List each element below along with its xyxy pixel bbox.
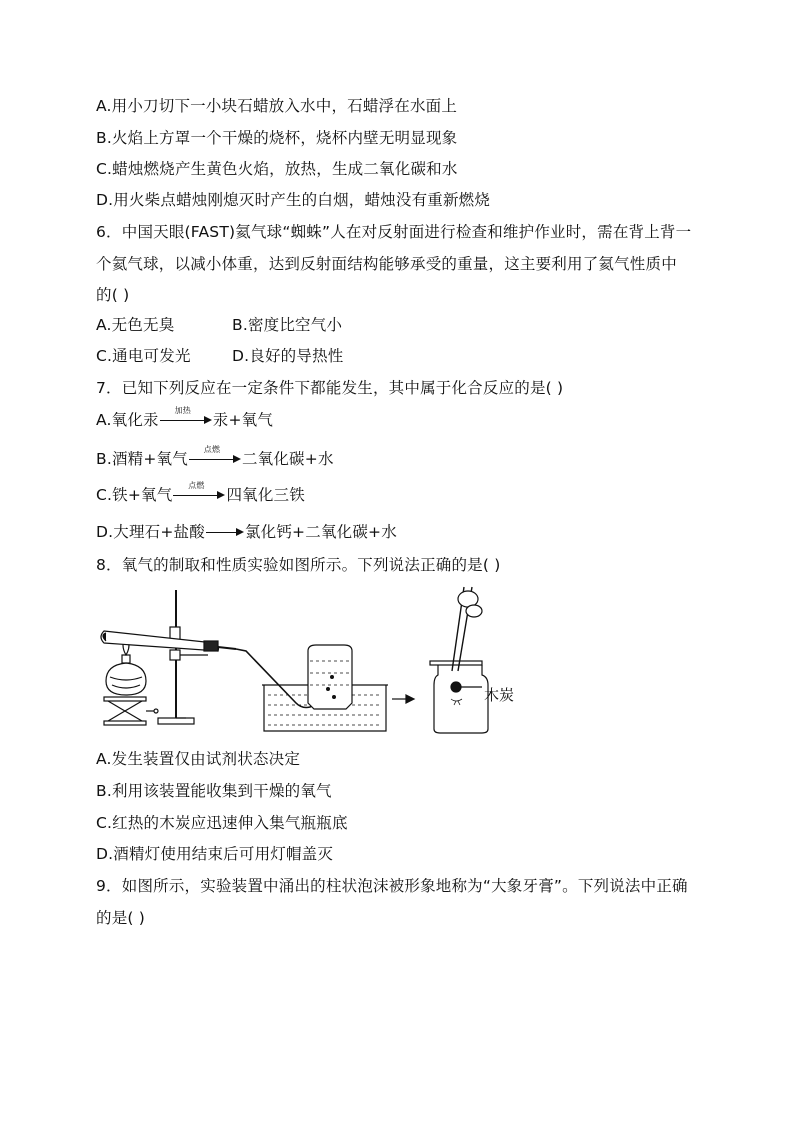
q7-a-products: 汞+氧气 (212, 411, 274, 429)
q7-stem: 7．已知下列反应在一定条件下都能发生，其中属于化合反应的是( ) (96, 379, 564, 397)
q6-stem-line1: 6．中国天眼(FAST)氦气球“蜘蛛”人在对反射面进行检查和维护作业时，需在背上背一 (96, 223, 692, 241)
q6-option-b: B.密度比空气小 (232, 316, 343, 334)
q6-stem-line2: 个氦气球，以减小体重，达到反射面结构能够承受的重量，这主要利用了氦气性质中 (96, 255, 677, 273)
charcoal-label: 木炭 (484, 686, 515, 704)
q7-c-products: 四氧化三铁 (226, 486, 305, 504)
q7-option-b (96, 445, 334, 469)
q6-stem-line3: 的( ) (96, 286, 130, 304)
crucible-tongs-icon (451, 587, 482, 692)
q9-stem-line2: 的是( ) (96, 909, 146, 927)
q7-a-reactants: A.氧化汞 (96, 411, 159, 429)
q5-option-c: C.蜡烛燃烧产生黄色火焰，放热，生成二氧化碳和水 (96, 160, 458, 178)
q7-a-condition: 加热 (174, 406, 191, 415)
q7-option-d (96, 522, 397, 542)
q5-option-a: A.用小刀切下一小块石蜡放入水中，石蜡浮在水面上 (96, 97, 458, 115)
lab-jack-icon (104, 697, 158, 725)
q7-b-condition: 点燃 (203, 445, 221, 454)
q9-stem-line1: 9．如图所示，实验装置中涌出的柱状泡沫被形象地称为“大象牙膏”。下列说法中正确 (96, 877, 688, 895)
charcoal-bottle-icon (430, 661, 488, 733)
q7-b-products: 二氧化碳+水 (241, 450, 334, 468)
reaction-arrow-icon (206, 522, 244, 542)
q8-stem: 8．氧气的制取和性质实验如图所示。下列说法正确的是( ) (96, 556, 501, 574)
q5-option-b: B.火焰上方罩一个干燥的烧杯，烧杯内壁无明显现象 (96, 129, 458, 147)
reaction-arrow-icon (173, 481, 225, 505)
q7-option-c (96, 481, 305, 505)
q6-option-c: C.通电可发光 (96, 347, 191, 365)
q8-option-b: B.利用该装置能收集到干燥的氧气 (96, 782, 332, 800)
q7-option-a (96, 406, 274, 430)
q6-option-a: A.无色无臭 (96, 316, 175, 334)
q8-option-d: D.酒精灯使用结束后可用灯帽盖灭 (96, 845, 334, 863)
reaction-arrow-icon (160, 406, 212, 430)
q7-d-products: 氯化钙+二氧化碳+水 (244, 523, 397, 541)
oxygen-experiment-figure (96, 585, 536, 735)
q7-c-condition: 点燃 (188, 481, 205, 490)
gas-collecting-bottle-icon (308, 645, 352, 709)
test-tube-icon (101, 631, 236, 651)
q8-option-a: A.发生装置仅由试剂状态决定 (96, 750, 301, 768)
q7-c-reactants: C.铁+氧气 (96, 486, 173, 504)
q7-d-reactants: D.大理石+盐酸 (96, 523, 205, 541)
q5-option-d: D.用火柴点蜡烛刚熄灭时产生的白烟，蜡烛没有重新燃烧 (96, 191, 491, 209)
reaction-arrow-icon (189, 445, 241, 469)
iron-stand-icon (158, 590, 208, 724)
q6-option-d: D.良好的导热性 (232, 347, 344, 365)
q7-b-reactants: B.酒精+氧气 (96, 450, 188, 468)
q8-option-c: C.红热的木炭应迅速伸入集气瓶瓶底 (96, 814, 348, 832)
right-arrow-icon (392, 695, 414, 703)
